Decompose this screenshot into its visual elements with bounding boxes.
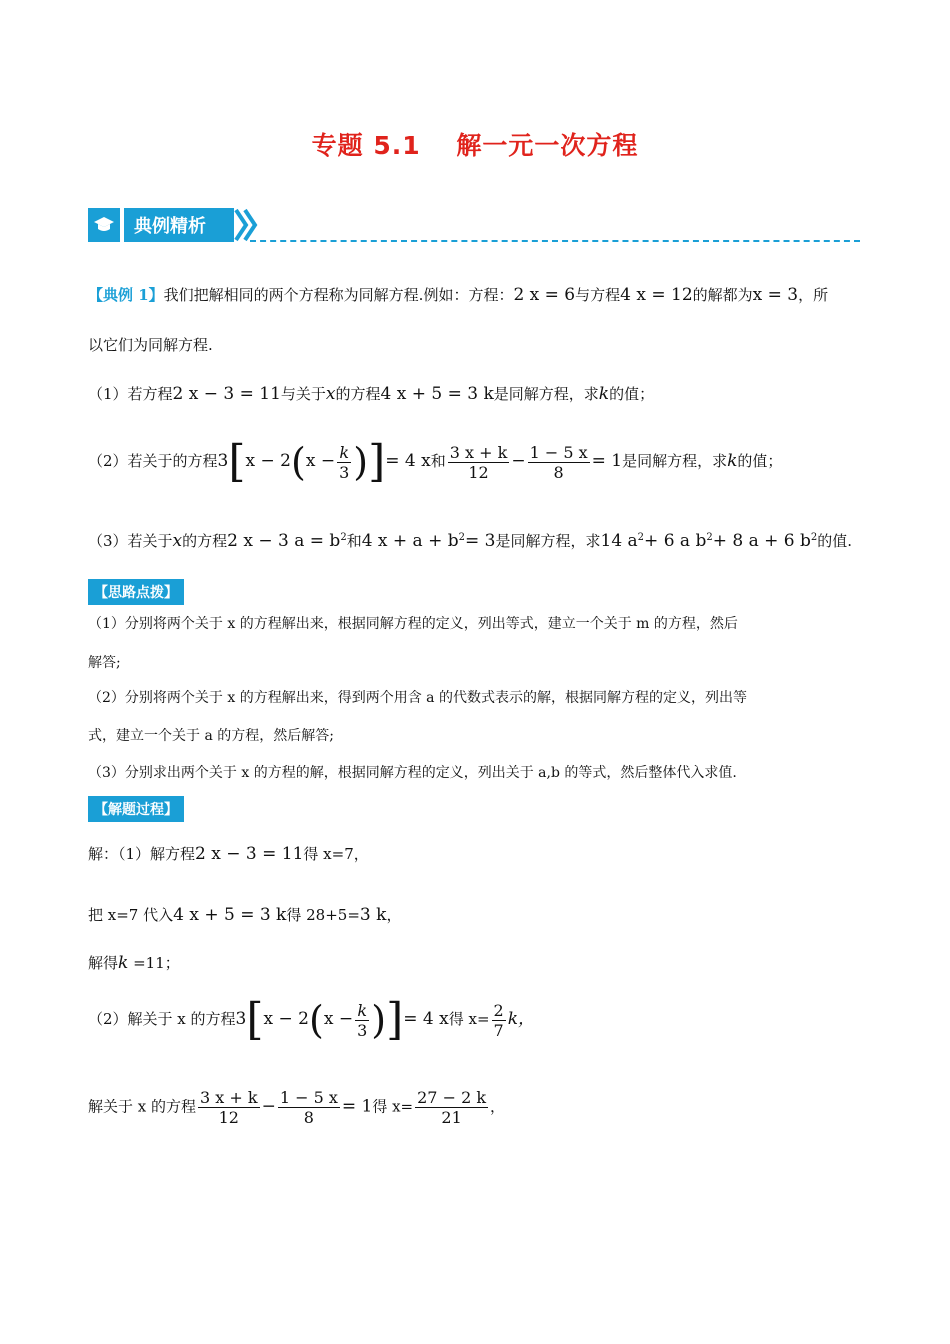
example-intro-cont: 以它们为同解方程.	[88, 336, 213, 354]
hint-line-3: （2）分别将两个关于 x 的方程解出来，得到两个用含 a 的代数式表示的解，根据同解方程的定义，列出等	[88, 690, 747, 706]
solution-step-2: 把 x=7 代入4 x + 5 = 3 k得 28+5=3 k，	[88, 905, 402, 925]
hint-tag: 【思路点拨】	[88, 579, 184, 605]
page-title: 专题 5.1 解一元一次方程	[311, 131, 639, 160]
question-1: （1）若方程2 x − 3 = 11与关于x的方程4 x + 5 = 3 k是同解方程，求k的值；	[88, 384, 655, 404]
example-intro: 【典例 1】我们把解相同的两个方程称为同解方程.例如：方程：2 x = 6与方程4 x = 12的解都为x = 3，所	[88, 285, 829, 305]
section-banner	[88, 208, 258, 242]
graduation-cap-icon	[88, 208, 120, 242]
hint-line-5: （3）分别求出两个关于 x 的方程的解，根据同解方程的定义，列出关于 a,b 的等式，然后整体代入求值.	[88, 765, 737, 781]
question-2: （2）若关于的方程3[x − 2(x − $\frac{k}{3}$ )]= 4 x和 $\frac{3 x + k}{12}$ − $\frac{1 - 5 x}{8}$ = 1是同解方程，求k的值；	[88, 436, 783, 487]
section-banner-label: 典例精析	[124, 208, 234, 242]
solution-step-3: 解得k =11；	[88, 953, 180, 973]
hint-line-2: 解答;	[88, 655, 121, 671]
solution-step-1: 解：（1）解方程2 x − 3 = 11得 x=7，	[88, 844, 369, 864]
hint-line-1: （1）分别将两个关于 x 的方程解出来，根据同解方程的定义，列出等式，建立一个关于 m 的方程，然后	[88, 616, 738, 632]
divider	[250, 240, 860, 242]
solution-step-5: 解关于 x 的方程 $\frac{3 x + k}{12}$ − $\frac{1 - 5 x}{8}$ = 1得 x= $\frac{27 - 2 k}{21}$ ，	[88, 1088, 506, 1127]
solution-tag: 【解题过程】	[88, 796, 184, 822]
solution-step-4: （2）解关于 x 的方程3[x − 2(x − $\frac{k}{3}$ )]= 4 x得 x= $\frac{2}{7}$ k，	[88, 994, 536, 1045]
hint-line-4: 式，建立一个关于 a 的方程，然后解答;	[88, 728, 334, 744]
chevron-right-icon	[234, 208, 258, 242]
question-3: （3）若关于x的方程2 x − 3 $a = b^2$和4 $x + a + b^2= 3$是同解方程，求14 $a^2+ 6$ a $b^2+ 8$ a + 6 $b^2$的值.	[88, 531, 853, 551]
